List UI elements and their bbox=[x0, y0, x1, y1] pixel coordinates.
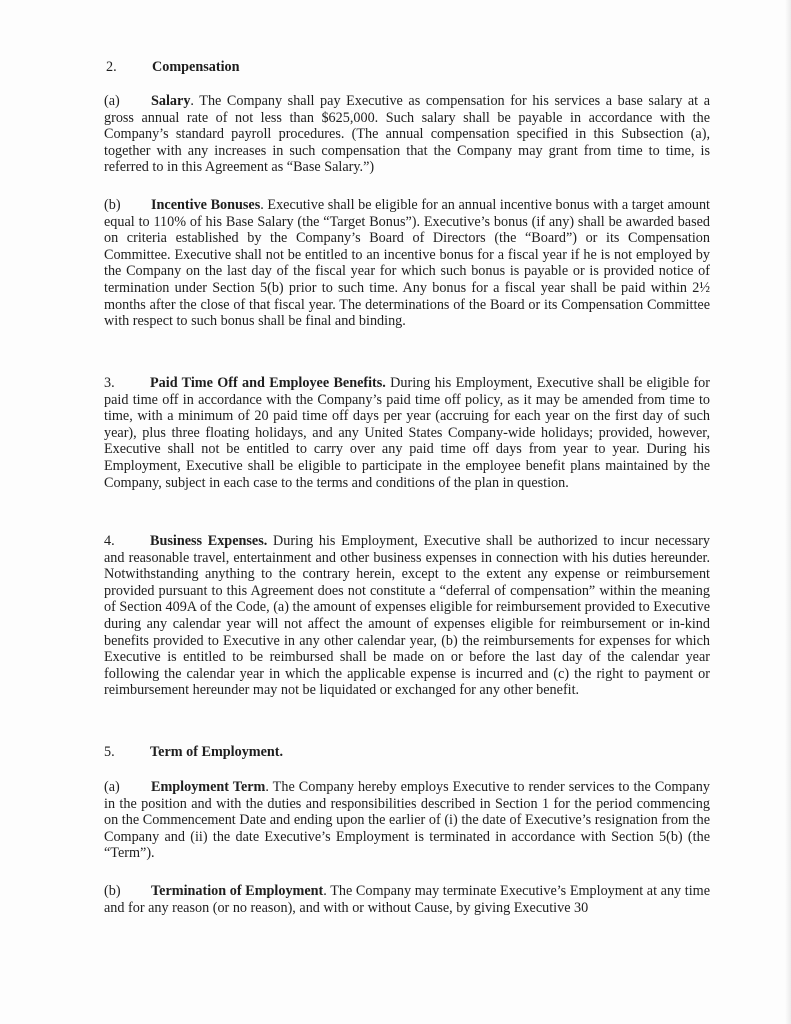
section-number: 3. bbox=[104, 375, 115, 391]
section-number: 5. bbox=[104, 744, 115, 760]
paragraph-text: . Executive shall be eligible for an annual incentive bonus with a target amount equal to 110% of his Base Salary (the “Target Bonus”). Executive’s bonus (if any) shall be awarded based on criteria established by the Company’s Board of Directors (the “Board”) or its Compensation Committee. Executive shall not be entitled to an incentive bonus for a fiscal year if he is not employed by the Company on the last day of the fiscal year for which such bonus is payable or is provided notice of termination under Section 5(b) prior to such time. Any bonus for a fiscal year shall be paid within 2½ months after the close of that fiscal year. The determinations of the Board or its Compensation Committee with respect to such bonus shall be final and binding. bbox=[104, 197, 710, 330]
paragraph-4-business-expenses bbox=[104, 533, 710, 699]
paragraph-3-paid-time-off bbox=[104, 375, 710, 491]
section-title: Business Expenses. bbox=[150, 533, 268, 549]
paragraph-text: . The Company shall pay Executive as compensation for his services a base salary at a gross annual rate of not less than $625,000. Such salary shall be payable in accordance with the Company’s standard payroll procedures. (The annual compensation specified in this Subsection (a), together with any increases in such compensation that the Company may grant from time to time, is referred to in this Agreement as “Base Salary.”) bbox=[104, 93, 710, 176]
section-2-heading bbox=[106, 59, 240, 76]
paragraph-text: . The Company hereby employs Executive to render services to the Company in the position and with the duties and responsibilities described in Section 1 for the period commencing on the Commencement Date and ending upon the earlier of (i) the date of Executive’s resignation from the Company and (ii) the date Executive’s Employment is terminated in accordance with Section 5(b) (the “Term”). bbox=[104, 779, 710, 862]
section-5-heading bbox=[104, 744, 283, 761]
section-title: Paid Time Off and Employee Benefits. bbox=[150, 375, 386, 391]
paragraph-2a-salary bbox=[104, 93, 710, 176]
section-title: Term of Employment. bbox=[150, 744, 284, 760]
subsection-label: (a) bbox=[104, 779, 120, 795]
paragraph-2b-incentive-bonuses bbox=[104, 197, 710, 330]
paragraph-5a-employment-term bbox=[104, 779, 710, 862]
subsection-label: (a) bbox=[104, 93, 120, 109]
paragraph-5b-termination-of-employment bbox=[104, 883, 710, 916]
section-number: 4. bbox=[104, 533, 115, 549]
subsection-title: Employment Term bbox=[151, 779, 266, 795]
subsection-title: Incentive Bonuses bbox=[151, 197, 261, 213]
subsection-label: (b) bbox=[104, 883, 121, 899]
subsection-title: Salary bbox=[151, 93, 191, 109]
paragraph-text: During his Employment, Executive shall be eligible for paid time off in accordance with the Company’s paid time off policy, as it may be amended from time to time, with a minimum of 20 paid time off days per year (accruing for each year on the first day of such year), plus three floating holidays, and any United States Company-wide holidays; provided, however, Executive shall not be entitled to carry over any paid time off days from year to year. During his Employment, Executive shall be eligible to participate in the employee benefit plans maintained by the Company, subject in each case to the terms and conditions of the plan in question. bbox=[104, 375, 710, 491]
scan-edge-shadow bbox=[785, 0, 791, 1024]
paragraph-text: . The Company may terminate Executive’s Employment at any time and for any reason (or no reason), and with or without Cause, by giving Executive 30 bbox=[104, 883, 711, 916]
subsection-title: Termination of Employment bbox=[151, 883, 324, 899]
subsection-label: (b) bbox=[104, 197, 121, 213]
section-number: 2. bbox=[106, 59, 117, 75]
paragraph-text: During his Employment, Executive shall be authorized to incur necessary and reasonable travel, entertainment and other business expenses in connection with his duties hereunder. Notwithstanding anything to the contrary herein, except to the extent any expense or reimbursement provided pursuant to this Agreement does not constitute a “deferral of compensation” within the meaning of Section 409A of the Code, (a) the amount of expenses eligible for reimbursement provided to Executive during any calendar year will not affect the amount of expenses eligible for reimbursement or in-kind benefits provided to Executive in any other calendar year, (b) the reimbursements for expenses for which Executive is entitled to be reimbursed shall be made on or before the last day of the calendar year following the calendar year in which the applicable expense is incurred and (c) the right to payment or reimbursement hereunder may not be liquidated or exchanged for any other benefit. bbox=[104, 533, 711, 699]
section-title: Compensation bbox=[152, 59, 240, 75]
